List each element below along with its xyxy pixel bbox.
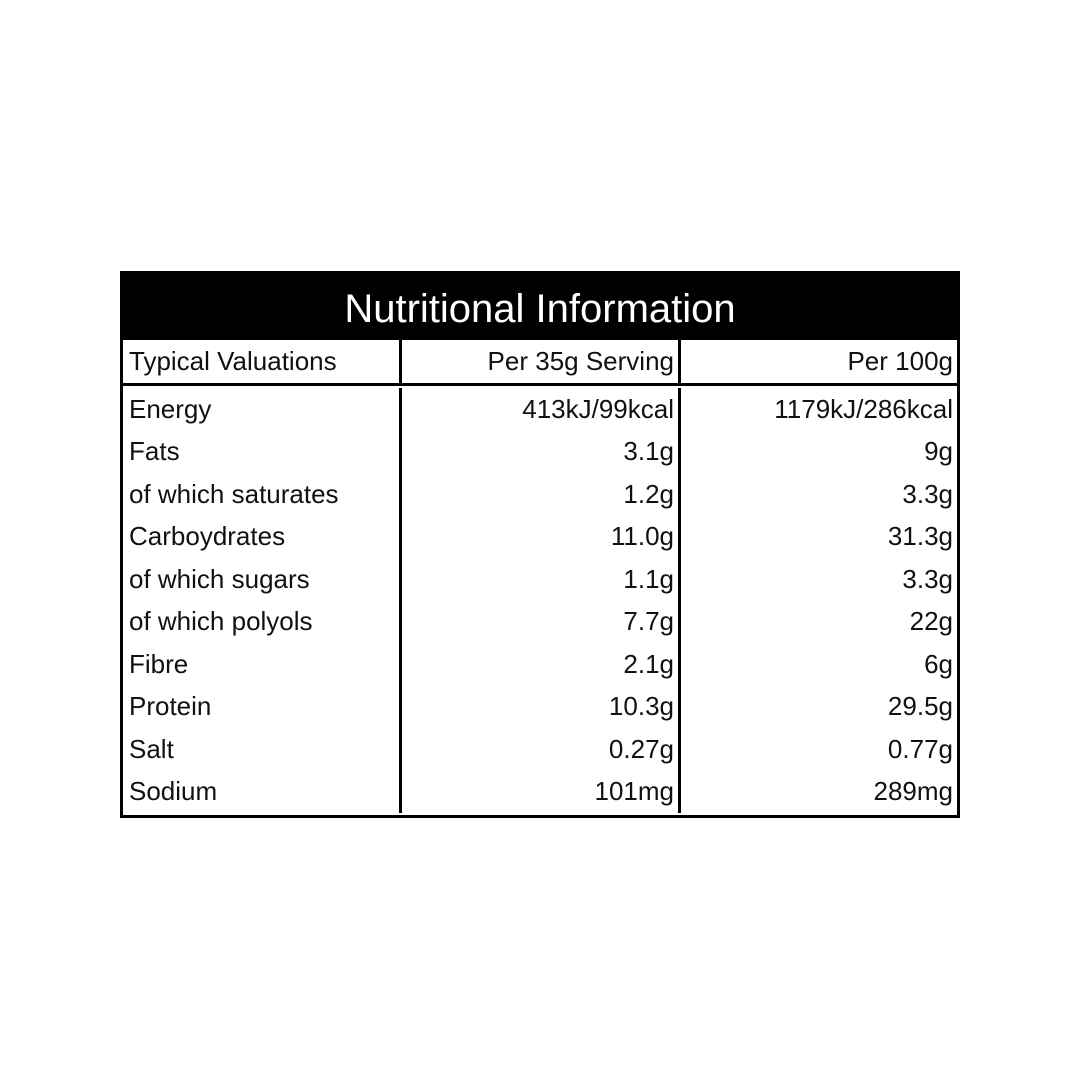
per-serving-value: 10.3g bbox=[402, 686, 681, 729]
table-row bbox=[123, 771, 957, 814]
table-row bbox=[123, 431, 957, 474]
header-per-serving: Per 35g Serving bbox=[402, 340, 681, 383]
header-row bbox=[123, 340, 957, 386]
per-serving-value: 0.27g bbox=[402, 728, 681, 771]
per-serving-value: 11.0g bbox=[402, 516, 681, 559]
table-row bbox=[123, 473, 957, 516]
per-serving-value: 1.2g bbox=[402, 473, 681, 516]
table-row bbox=[123, 388, 957, 431]
per-100g-value: 289mg bbox=[873, 776, 953, 807]
nutrient-name: Sodium bbox=[123, 771, 402, 814]
table-row bbox=[123, 601, 957, 644]
per-100g-value: 0.77g bbox=[887, 733, 953, 764]
nutrient-name: of which saturates bbox=[123, 473, 402, 516]
nutrient-name: of which sugars bbox=[123, 558, 402, 601]
per-serving-value: 1.1g bbox=[402, 558, 681, 601]
per-100g-value: 6g bbox=[924, 648, 953, 679]
table-row bbox=[123, 728, 957, 771]
nutrient-name: Fibre bbox=[123, 643, 402, 686]
per-serving-value: 3.1g bbox=[402, 431, 681, 474]
table-row bbox=[123, 686, 957, 729]
per-100g-value: 9g bbox=[924, 436, 953, 467]
header-per-100g: Per 100g bbox=[847, 346, 953, 376]
nutrient-name: Energy bbox=[123, 388, 402, 431]
table-row bbox=[123, 558, 957, 601]
per-100g-value: 1179kJ/286kcal bbox=[774, 393, 953, 424]
nutrient-name: Carboydrates bbox=[123, 516, 402, 559]
nutrient-name: Fats bbox=[123, 431, 402, 474]
per-100g-value: 3.3g bbox=[902, 478, 953, 509]
per-100g-value: 3.3g bbox=[902, 563, 953, 594]
table-title: Nutritional Information bbox=[123, 274, 957, 340]
per-100g-value: 22g bbox=[909, 606, 953, 637]
table-row bbox=[123, 516, 957, 559]
per-100g-value: 31.3g bbox=[887, 521, 953, 552]
nutrient-name: of which polyols bbox=[123, 601, 402, 644]
table-body bbox=[123, 386, 957, 815]
per-100g-value: 29.5g bbox=[887, 691, 953, 722]
nutrition-table bbox=[120, 271, 960, 818]
per-serving-value: 2.1g bbox=[402, 643, 681, 686]
nutrient-name: Salt bbox=[123, 728, 402, 771]
per-serving-value: 101mg bbox=[402, 771, 681, 814]
per-serving-value: 413kJ/99kcal bbox=[402, 388, 681, 431]
table-row bbox=[123, 643, 957, 686]
header-nutrient: Typical Valuations bbox=[123, 340, 402, 383]
nutrient-name: Protein bbox=[123, 686, 402, 729]
per-serving-value: 7.7g bbox=[402, 601, 681, 644]
